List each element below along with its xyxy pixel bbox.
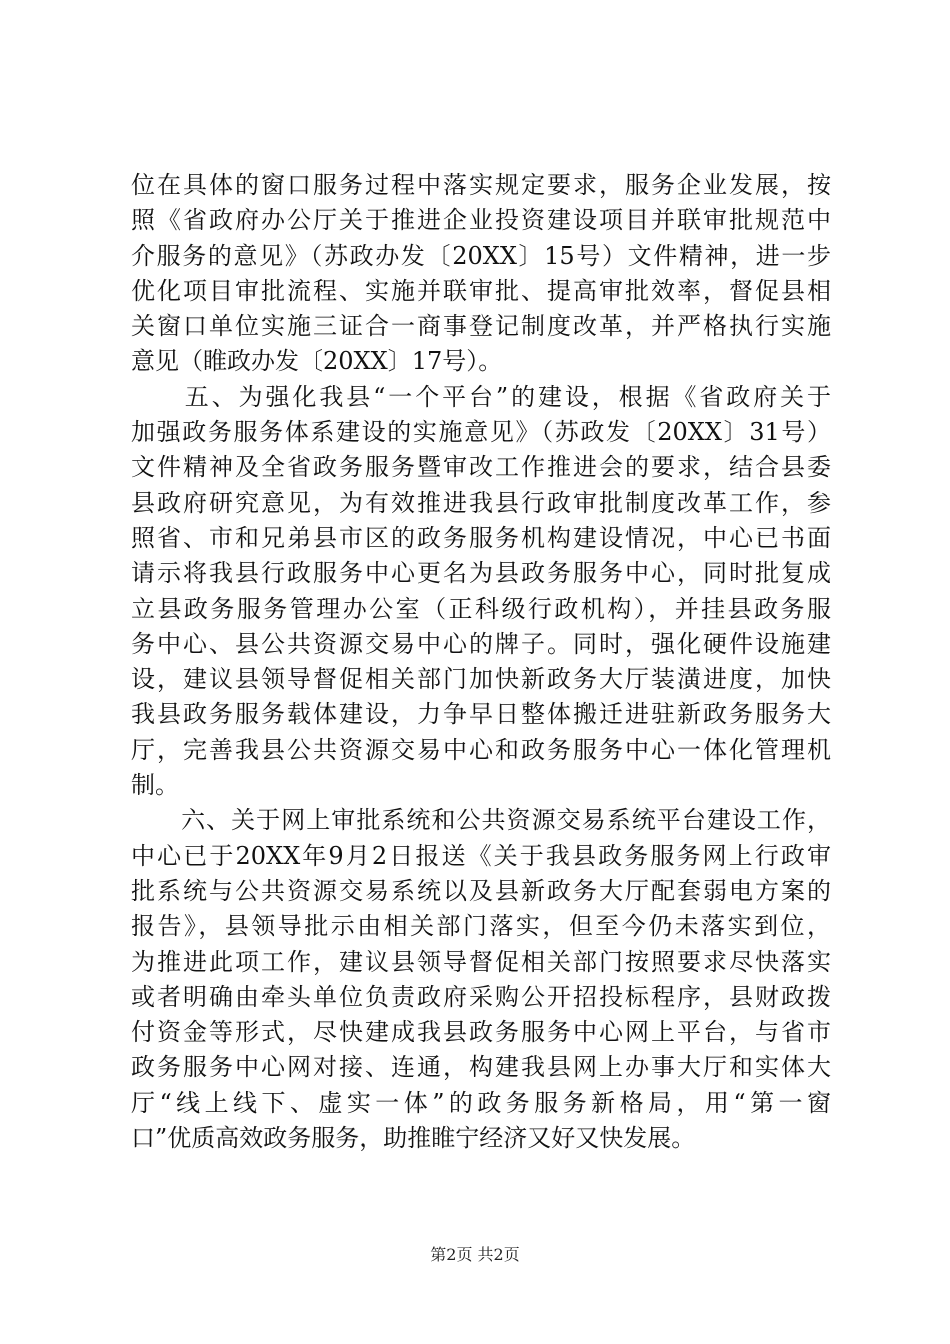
page-footer: 第2页 共2页: [430, 1245, 520, 1264]
text-line: 政务服务中心网对接、连通，构建我县网上办事大厅和实体大: [131, 1053, 831, 1082]
text-line: 照省、市和兄弟县市区的政务服务机构建设情况，中心已书面: [131, 523, 831, 552]
text-line: 请示将我县行政服务中心更名为县政务服务中心，同时批复成: [131, 559, 831, 588]
text-line: 付资金等形式，尽快建成我县政务服务中心网上平台，与省市: [131, 1018, 831, 1047]
text-line: 为推进此项工作，建议县领导督促相关部门按照要求尽快落实: [131, 947, 831, 976]
text-line: 县政府研究意见，为有效推进我县行政审批制度改革工作，参: [131, 488, 831, 517]
text-line: 或者明确由牵头单位负责政府采购公开招投标程序，县财政拨: [131, 982, 831, 1011]
text-line: 关窗口单位实施三证合一商事登记制度改革，并严格执行实施: [131, 312, 831, 341]
text-line: 位在具体的窗口服务过程中落实规定要求，服务企业发展，按: [131, 171, 831, 199]
text-line: 五、为强化我县“一个平台”的建设，根据《省政府关于: [131, 382, 831, 411]
text-line: 文件精神及全省政务服务暨审改工作推进会的要求，结合县委: [131, 453, 831, 482]
text-line: 厅“线上线下、虚实一体”的政务服务新格局，用“第一窗: [131, 1088, 831, 1117]
text-line: 批系统与公共资源交易系统以及县新政务大厅配套弱电方案的: [131, 876, 831, 905]
text-line: 介服务的意见》（苏政办发〔20XX〕15号）文件精神，进一步: [131, 241, 831, 270]
text-line: 照《省政府办公厅关于推进企业投资建设项目并联审批规范中: [131, 206, 831, 235]
text-line: 设，建议县领导督促相关部门加快新政务大厅装潢进度，加快: [131, 665, 831, 694]
document-body: [131, 168, 831, 1156]
text-line: 制。: [131, 771, 179, 800]
text-line: 中心已于20XX年9月2日报送《关于我县政务服务网上行政审: [131, 841, 831, 870]
text-line: 加强政务服务体系建设的实施意见》（苏政发〔20XX〕31号）: [131, 418, 831, 447]
text-line: 六、关于网上审批系统和公共资源交易系统平台建设工作，: [131, 806, 831, 835]
text-line: 厅，完善我县公共资源交易中心和政务服务中心一体化管理机: [131, 735, 831, 764]
text-line: 务中心、县公共资源交易中心的牌子。同时，强化硬件设施建: [131, 629, 831, 658]
text-line: 优化项目审批流程、实施并联审批、提高审批效率，督促县相: [131, 276, 831, 305]
text-line: 口”优质高效政务服务，助推睢宁经济又好又快发展。: [131, 1124, 696, 1153]
text-line: 报告》，县领导批示由相关部门落实，但至今仍未落实到位，: [131, 912, 831, 941]
text-line: 意见（睢政办发〔20XX〕17号）。: [131, 347, 503, 376]
text-line: 立县政务服务管理办公室（正科级行政机构），并挂县政务服: [131, 594, 831, 623]
text-line: 我县政务服务载体建设，力争早日整体搬迁进驻新政务服务大: [131, 700, 831, 729]
